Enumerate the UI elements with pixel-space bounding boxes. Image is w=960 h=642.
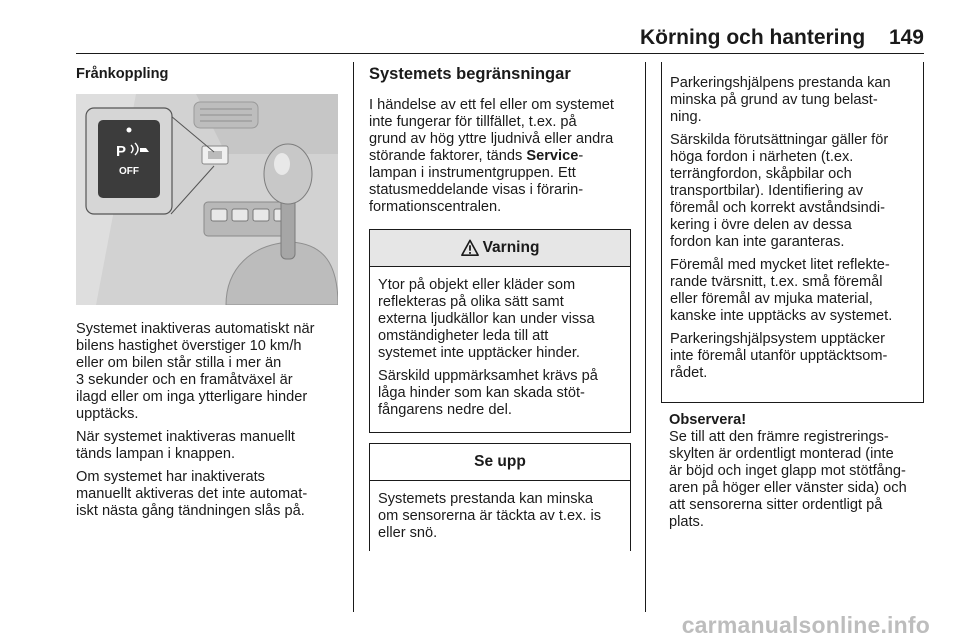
page-header-title: Körning och hantering (640, 26, 866, 49)
paragraph-reactivation: Om systemet har inaktiverats manuellt aktiveras det inte automat- iskt nästa gång tändningen slås på. (76, 469, 308, 519)
park-assist-off-button-illustration (76, 94, 338, 305)
column-divider-right (645, 62, 646, 612)
warning-box-continued-body: Parkeringshjälpens prestanda kan minska på grund av tung belast- ning. Särskilda förutsättningar gäller för höga fordon i närheten (t.ex. terrängfordon, skåpbilar och transportbilar). Identifiering av föremål och korrekt avståndsindi- kering i övre delen av dessa fordon kan inte garanteras. Föremål med mycket litet reflekte- rande tvärsnitt, t.ex. små föremål eller föremål av mjuka material, kanske inte upptäcks av systemet. Parkeringshjälpsystem upptäcker inte föremål utanför upptäcktsom- rådet. (670, 75, 893, 381)
section-heading-limitations: Systemets begränsningar (369, 65, 571, 83)
service-lamp-term: Service (526, 148, 579, 164)
warning-box-body: Ytor på objekt eller kläder som reflekteras på olika sätt samt externa ljudkällor kan under vissa omständigheter leda till att systemet inte upptäcker hinder. Särskild uppmärksamhet krävs på låga hinder som kan skada stöt- fångarens nedre del. (378, 277, 598, 418)
warning-title: Varning (482, 239, 540, 256)
warning-box (369, 229, 631, 433)
dashboard-illustration (76, 94, 338, 305)
section-heading-frankoppling: Frånkoppling (76, 66, 169, 82)
caution-box (369, 443, 631, 551)
middle-column-intro: I händelse av ett fel eller om systemet inte fungerar för tillfället, t.ex. på grund av hög yttre ljudnivå eller andra störande faktorer, tänds Service- lampan i instrumentgruppen. Ett statusmeddelande visas i förarin- formationscentralen. (369, 97, 614, 215)
warning-box-continued (661, 62, 924, 403)
park-assist-icon-label: P (115, 143, 126, 160)
caution-box-body: Systemets prestanda kan minska om sensorerna är täckta av t.ex. is eller snö. (378, 491, 602, 541)
warning-triangle-icon (461, 239, 479, 257)
note-section: Observera! Se till att den främre registrerings- skylten är ordentligt monterad (inte är böjd och inget glapp mot stötfång- aren på höger eller vänster sida) och att sensorerna sitter ordentligt på plats. (669, 412, 929, 531)
page-number: 149 (888, 26, 924, 49)
note-title: Observera! (669, 412, 747, 428)
header-rule (76, 53, 924, 54)
warning-box-header (370, 230, 630, 267)
off-label: OFF (119, 166, 139, 177)
caution-box-header (370, 444, 630, 481)
watermark: carmanualsonline.info (681, 612, 930, 638)
caution-title: Se upp (474, 453, 526, 470)
left-column-body (76, 321, 346, 526)
column-divider-left (353, 62, 354, 612)
paragraph-auto-deactivation: Systemet inaktiveras automatiskt när bilens hastighet överstiger 10 km/h eller om bilen står stilla i mer än 3 sekunder och en framåtväxel är ilagd eller om inga ytterligare hinder upptäcks. (76, 321, 315, 422)
paragraph-manual-deactivation: När systemet inaktiveras manuellt tänds lampan i knappen. (76, 429, 295, 462)
